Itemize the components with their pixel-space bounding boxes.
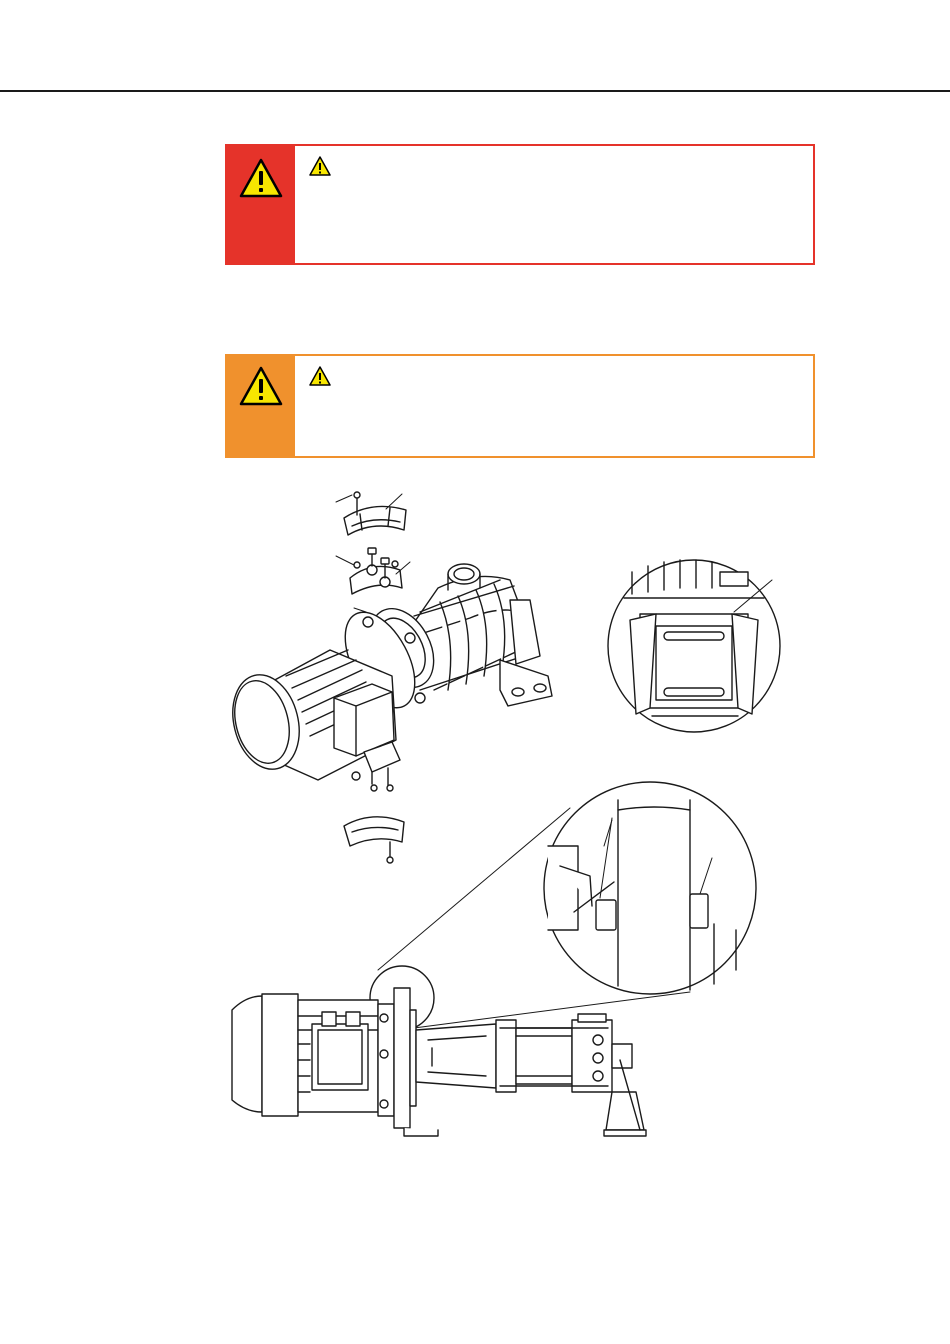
exploded-view bbox=[223, 492, 552, 863]
warning-triangle-icon bbox=[309, 366, 331, 386]
warning-triangle-icon bbox=[239, 158, 283, 198]
danger-band bbox=[227, 146, 295, 263]
side-view bbox=[232, 988, 646, 1136]
warning-notice bbox=[225, 354, 815, 458]
detail-fastener-view bbox=[544, 782, 756, 994]
header-rule bbox=[0, 90, 950, 92]
detail-coupling-view bbox=[608, 560, 780, 732]
warning-triangle-icon bbox=[239, 366, 283, 406]
pump-assembly-figure bbox=[0, 470, 950, 1190]
danger-notice bbox=[225, 144, 815, 265]
warning-band bbox=[227, 356, 295, 456]
warning-triangle-icon bbox=[309, 156, 331, 176]
